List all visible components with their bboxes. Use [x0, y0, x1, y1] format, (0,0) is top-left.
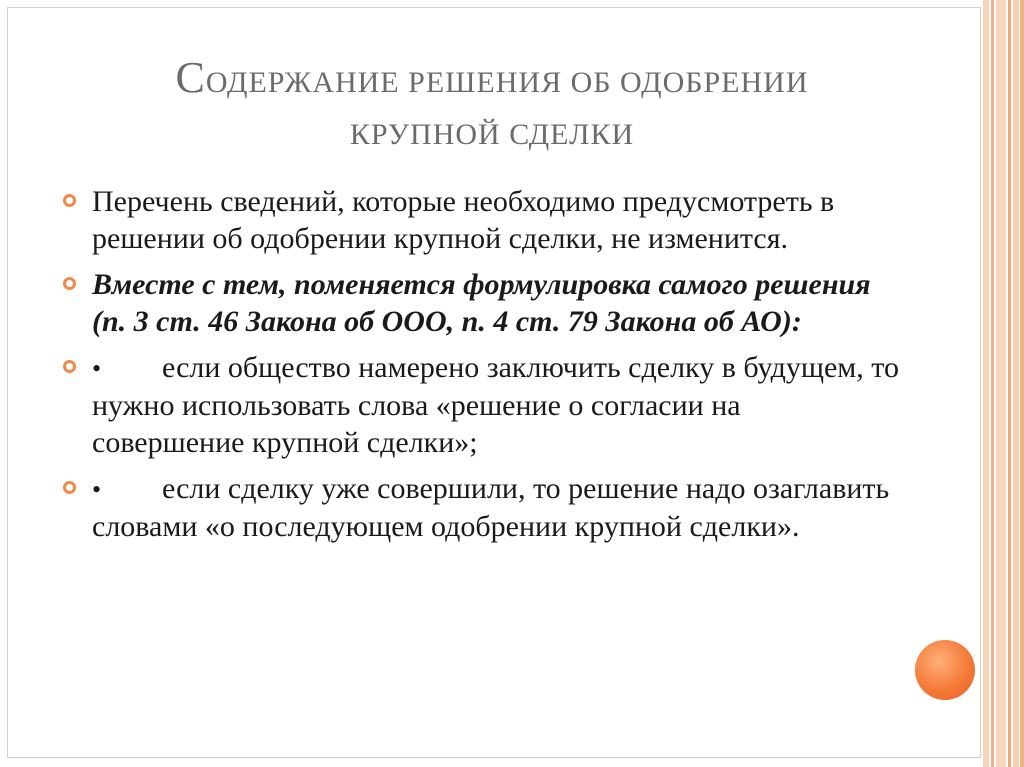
title-first-letter: С — [175, 53, 206, 102]
list-item — [60, 266, 900, 340]
stripe — [1008, 0, 1011, 767]
title-line-1 — [30, 52, 954, 109]
title-line-2: КРУПНОЙ СДЕЛКИ — [349, 118, 635, 151]
bullet-ring-icon — [63, 277, 76, 290]
orange-circle-decoration — [915, 640, 975, 700]
slide-title — [30, 52, 954, 161]
bullet-list — [60, 183, 900, 554]
decorative-stripes — [983, 0, 1024, 767]
list-item-text: если общество намерено заключить сделку в будущем, то нужно использовать слова «решение о согласии на совершение крупной сделки»; — [92, 351, 899, 459]
bullet-ring-icon — [63, 481, 76, 494]
inner-bullet-dot: • — [92, 475, 102, 504]
list-item-text: если сделку уже совершили, то решение надо озаглавить словами «о последующем одобрении крупной сделки». — [92, 472, 890, 543]
stripe — [996, 0, 1006, 767]
list-item-text: Перечень сведений, которые необходимо предусмотреть в решении об одобрении крупной сделки, не изменится. — [92, 185, 835, 255]
stripe — [983, 0, 989, 767]
stripe — [991, 0, 994, 767]
list-item — [60, 470, 900, 545]
stripe — [1020, 0, 1024, 767]
list-item — [60, 349, 900, 461]
list-item — [60, 183, 900, 257]
title-line-1-text: ОДЕРЖАНИЕ РЕШЕНИЯ ОБ ОДОБРЕНИИ — [205, 66, 809, 99]
list-item-text: Вместе с тем, поменяется формулировка самого решения (п. 3 ст. 46 Закона об ООО, п. 4 ст. 79 Закона об АО): — [92, 268, 871, 338]
bullet-ring-icon — [63, 360, 76, 373]
stripe — [1013, 0, 1019, 767]
bullet-ring-icon — [63, 194, 76, 207]
inner-bullet-dot: • — [92, 354, 102, 383]
